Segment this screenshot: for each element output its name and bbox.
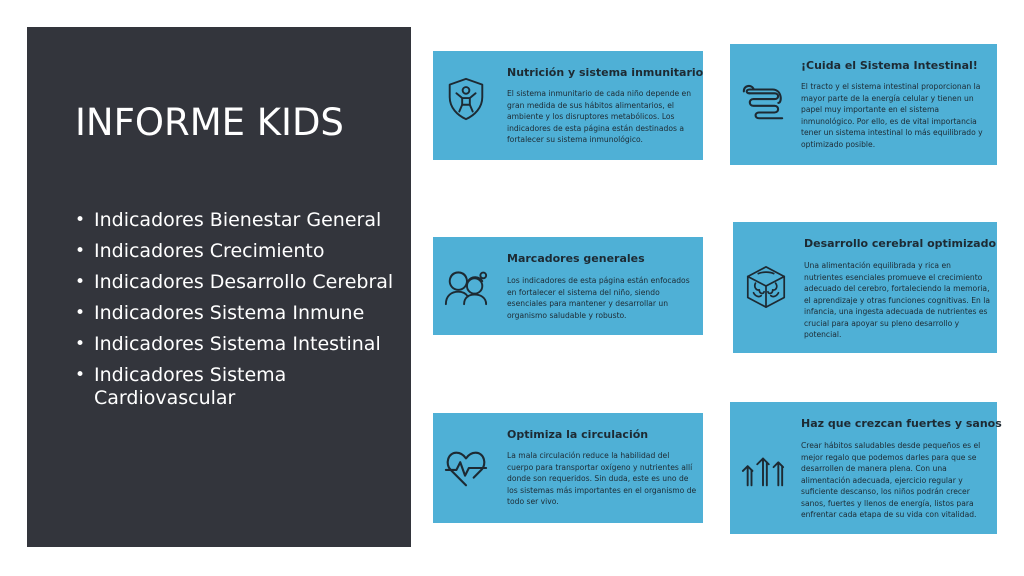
card-body: El tracto y el sistema intestinal proporcionan la mayor parte de la energía celular y tienen un papel muy importante en el sistema inmunológico. Por ello, es de vital importancia tener un sistema intestinal lo más equilibrado y optimizado posible. <box>801 82 983 149</box>
list-item: • Indicadores Sistema Intestinal <box>75 333 395 356</box>
children-faces-icon <box>443 262 489 308</box>
card-title: ¡Cuida el Sistema Intestinal! <box>801 59 978 72</box>
card-cerebral <box>733 222 997 353</box>
list-item: • Indicadores Bienestar General <box>75 209 395 232</box>
heart-pulse-icon <box>443 445 489 491</box>
list-item: • Indicadores Crecimiento <box>75 240 395 263</box>
card-body: Los indicadores de esta página están enfocados en fortalecer el sistema del niño, siendo esenciales para mantener y desarrollar un organismo saludable y robusto. <box>507 276 690 320</box>
indicator-list <box>75 209 395 418</box>
left-panel <box>27 27 411 547</box>
card-title: Haz que crezcan fuertes y sanos <box>801 417 1002 430</box>
growth-arrows-icon <box>740 447 786 493</box>
card-circulacion <box>433 413 703 523</box>
list-item: • Indicadores Sistema Inmune <box>75 302 395 325</box>
card-intestinal <box>730 44 997 165</box>
child-shield-icon <box>443 76 489 122</box>
list-item: • Indicadores Sistema Cardiovascular <box>75 364 395 410</box>
card-body: Una alimentación equilibrada y rica en nutrientes esenciales promueve el crecimiento adecuado del cerebro, fortaleciendo la memoria, el aprendizaje y otras funciones cognitivas. En la infancia, una ingesta adecuada de nutrientes es crucial para apoyar su pleno desarrollo y potencial. <box>804 261 991 339</box>
card-title: Marcadores generales <box>507 252 645 265</box>
card-marcadores <box>433 237 703 335</box>
card-title: Nutrición y sistema inmunitario <box>507 66 704 79</box>
card-crecer <box>730 402 1002 534</box>
intestine-icon <box>740 78 786 124</box>
card-nutricion <box>433 51 703 160</box>
card-body: La mala circulación reduce la habilidad del cuerpo para transportar oxígeno y nutrientes allí donde son requeridos. Sin duda, este es uno de los sistemas más importantes en el organismo de todo ser vivo. <box>507 451 697 506</box>
card-title: Optimiza la circulación <box>507 428 649 441</box>
card-body: El sistema inmunitario de cada niño depende en gran medida de sus hábitos alimentarios, el ambiente y los disruptores metabólicos. Los indicadores de esta página están destinados a fortalecer su sistema inmunológico. <box>507 89 692 144</box>
list-item: • Indicadores Desarrollo Cerebral <box>75 271 395 294</box>
brain-cube-icon <box>743 264 789 310</box>
slide-title: INFORME KIDS <box>75 101 344 144</box>
card-title: Desarrollo cerebral optimizado <box>804 237 997 250</box>
card-body: Crear hábitos saludables desde pequeños es el mejor regalo que podemos darles para que se desarrollen de manera plena. Con una alimentación adecuada, ejercicio regular y suficiente descanso, los niños podrán crecer sanos, fuertes y llenos de energía, listos para enfrentar cada etapa de su vida con vitalidad. <box>801 441 981 519</box>
